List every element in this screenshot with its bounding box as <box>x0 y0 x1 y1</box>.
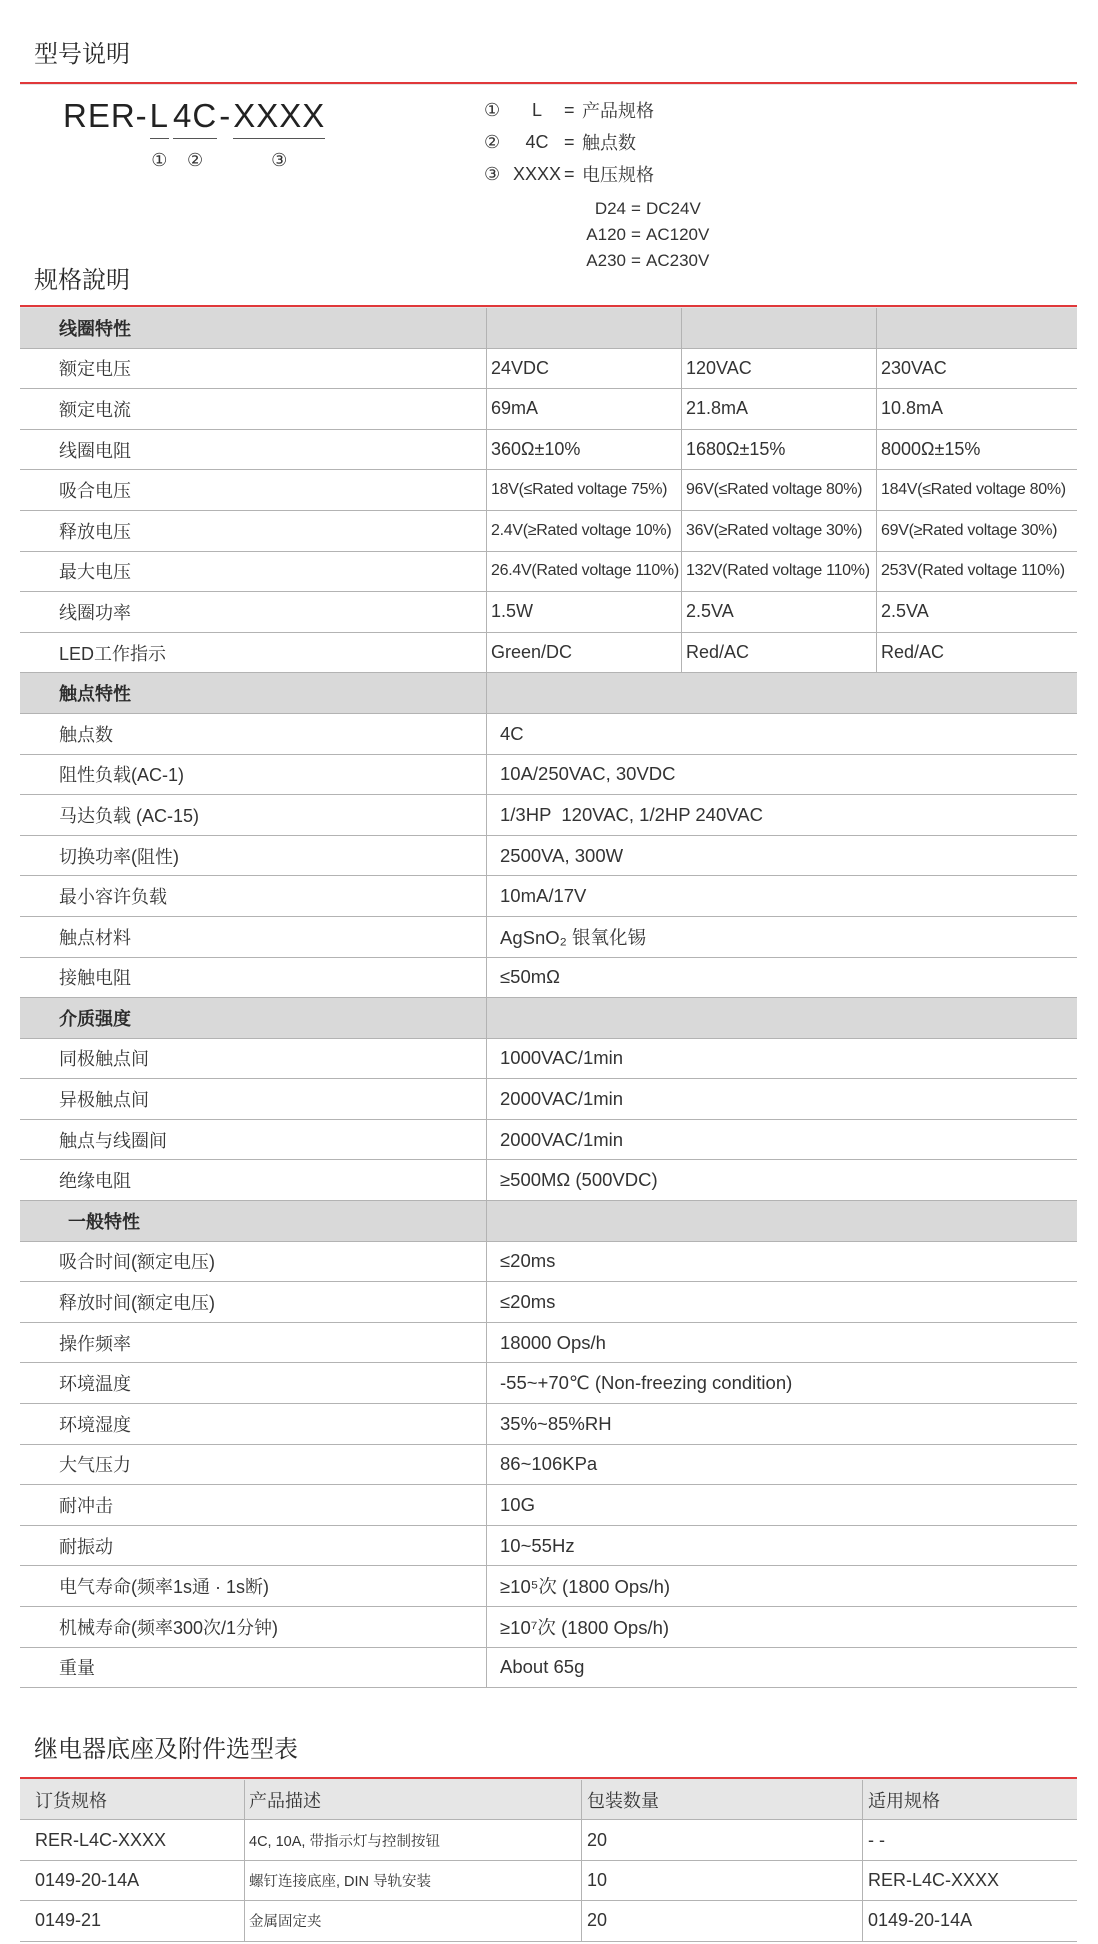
spec-row <box>20 1648 1077 1689</box>
spec-value: Red/AC <box>881 642 945 663</box>
legend-code: L <box>531 99 542 120</box>
spec-value: About 65g <box>500 1656 585 1678</box>
accessory-table-header <box>20 1780 1077 1820</box>
spec-row <box>20 917 1077 958</box>
spec-value: ≤20ms <box>500 1250 556 1272</box>
spec-value: Green/DC <box>487 633 682 673</box>
spec-value: 69V(≥Rated voltage 30%) <box>881 521 1058 539</box>
spec-value: 10.8mA <box>881 398 944 419</box>
spec-label: 线圈功率 <box>20 592 487 632</box>
spec-row <box>20 876 1077 917</box>
spec-group-header-contact <box>20 673 1077 714</box>
spec-label: 额定电流 <box>20 389 487 429</box>
spec-value: 35%~85%RH <box>500 1412 612 1434</box>
spec-label: 环境湿度 <box>20 1404 487 1444</box>
package-qty-cell: 20 <box>582 1820 863 1859</box>
spec-label: 接触电阻 <box>20 958 487 998</box>
accessory-row <box>20 1901 1077 1941</box>
spec-value: ≥10⁷次 (1800 Ops/h) <box>500 1616 670 1638</box>
spec-label: 耐冲击 <box>20 1485 487 1525</box>
voltage-code-row <box>560 196 709 222</box>
model-code-part-text: L <box>150 99 169 139</box>
spec-row <box>20 1566 1077 1607</box>
voltage-code-value: AC230V <box>646 251 710 270</box>
voltage-code: D24 <box>594 199 626 218</box>
spec-row <box>20 470 1077 511</box>
package-qty-cell: 10 <box>582 1861 863 1900</box>
spec-value: 230VAC <box>881 357 947 378</box>
legend-description: 触点数 <box>582 133 636 153</box>
spec-row <box>20 1120 1077 1161</box>
spec-row <box>20 836 1077 877</box>
spec-row <box>20 1445 1077 1486</box>
model-code-marker: ③ <box>271 150 288 170</box>
voltage-code-list <box>560 196 709 274</box>
voltage-code: A230 <box>586 251 626 270</box>
voltage-code-value: DC24V <box>646 199 701 218</box>
section-divider-accessories <box>20 1777 1077 1779</box>
spec-label: 重量 <box>20 1648 487 1688</box>
voltage-code: A120 <box>586 225 626 244</box>
spec-value: 2.5VA <box>881 601 929 622</box>
spec-value: ≥10⁵次 (1800 Ops/h) <box>500 1576 671 1598</box>
spec-value: 1000VAC/1min <box>500 1047 624 1069</box>
legend-equals: = <box>564 131 575 152</box>
column-header-applicable: 适用规格 <box>868 1790 940 1811</box>
model-code-dash: - <box>219 97 232 134</box>
spec-value: ≤20ms <box>500 1291 556 1313</box>
voltage-code-value: AC120V <box>646 225 710 244</box>
spec-value: 4C <box>500 722 524 744</box>
section-title-spec: 规格說明 <box>34 267 130 294</box>
spec-row <box>20 1079 1077 1120</box>
spec-row <box>20 1242 1077 1283</box>
spec-label: 最大电压 <box>20 552 487 592</box>
voltage-code-equals: = <box>631 225 641 244</box>
spec-label: 电气寿命(频率1s通 · 1s断) <box>20 1566 487 1606</box>
model-code-part-text: XXXX <box>233 99 325 139</box>
spec-row <box>20 1526 1077 1567</box>
spec-row <box>20 1282 1077 1323</box>
spec-value: 86~106KPa <box>500 1453 598 1475</box>
legend-number: ① <box>484 99 501 120</box>
voltage-code-row <box>560 222 709 248</box>
spec-value: 360Ω±10% <box>487 430 682 470</box>
spec-label: 吸合时间(额定电压) <box>20 1242 487 1282</box>
spec-label: 释放时间(额定电压) <box>20 1282 487 1322</box>
spec-row <box>20 389 1077 430</box>
spec-value: 253V(Rated voltage 110%) <box>881 562 1065 580</box>
column-header-order-code: 订货规格 <box>20 1780 245 1819</box>
spec-value: 69mA <box>487 389 682 429</box>
spec-group-title: 线圈特性 <box>20 308 487 348</box>
spec-row <box>20 1363 1077 1404</box>
spec-header-cell <box>487 998 1077 1038</box>
spec-group-header-dielectric <box>20 998 1077 1039</box>
spec-label: 同极触点间 <box>20 1039 487 1079</box>
spec-label: 吸合电压 <box>20 470 487 510</box>
legend-equals: = <box>564 99 575 120</box>
applicable-cell: 0149-20-14A <box>868 1910 973 1931</box>
accessory-table <box>20 1780 1077 1942</box>
spec-value: 36V(≥Rated voltage 30%) <box>682 511 877 551</box>
spec-value: 2000VAC/1min <box>500 1128 624 1150</box>
spec-label: 触点数 <box>20 714 487 754</box>
spec-value: ≥500MΩ (500VDC) <box>500 1169 658 1191</box>
section-divider-spec <box>20 305 1077 307</box>
accessory-row <box>20 1861 1077 1901</box>
spec-label: 切换功率(阻性) <box>20 836 487 876</box>
spec-row <box>20 795 1077 836</box>
spec-value: 26.4V(Rated voltage 110%) <box>487 552 682 592</box>
legend-description: 电压规格 <box>582 165 654 185</box>
spec-label: 绝缘电阻 <box>20 1160 487 1200</box>
spec-label: 马达负载 (AC-15) <box>20 795 487 835</box>
spec-label: 机械寿命(频率300次/1分钟) <box>20 1607 487 1647</box>
model-code-part-size <box>149 97 170 170</box>
model-code-marker: ① <box>151 150 168 170</box>
spec-value: 18000 Ops/h <box>500 1331 606 1353</box>
spec-row <box>20 755 1077 796</box>
spec-row <box>20 430 1077 471</box>
spec-value: AgSnO₂ 银氧化锡 <box>500 926 646 948</box>
package-qty-cell: 20 <box>582 1901 863 1940</box>
spec-label: 线圈电阻 <box>20 430 487 470</box>
legend-description: 产品规格 <box>582 101 654 121</box>
section-divider-model <box>20 82 1077 84</box>
applicable-cell: RER-L4C-XXXX <box>868 1869 1000 1890</box>
spec-value: 10mA/17V <box>500 885 587 907</box>
spec-row <box>20 1160 1077 1201</box>
spec-value: 184V(≤Rated voltage 80%) <box>881 481 1066 499</box>
spec-label: 额定电压 <box>20 349 487 389</box>
spec-header-cell <box>877 308 1077 348</box>
spec-label: 最小容许负载 <box>20 876 487 916</box>
description-cell: 金属固定夹 <box>245 1901 582 1940</box>
spec-value: -55~+70℃ (Non-freezing condition) <box>500 1372 793 1394</box>
spec-value: 1.5W <box>487 592 682 632</box>
model-code-prefix: RER- <box>63 97 148 134</box>
accessory-row <box>20 1820 1077 1860</box>
spec-label: 异极触点间 <box>20 1079 487 1119</box>
description-cell: 4C, 10A, 带指示灯与控制按钮 <box>245 1820 582 1859</box>
spec-row <box>20 633 1077 674</box>
legend-equals: = <box>564 163 575 184</box>
spec-value: 2000VAC/1min <box>500 1088 624 1110</box>
legend-code: 4C <box>525 131 549 152</box>
legend-row <box>484 126 654 158</box>
spec-value: 24VDC <box>487 349 682 389</box>
spec-value: 2.4V(≥Rated voltage 10%) <box>487 511 682 551</box>
spec-row <box>20 1485 1077 1526</box>
spec-label: 耐振动 <box>20 1526 487 1566</box>
model-code <box>63 97 327 170</box>
voltage-code-row <box>560 248 709 274</box>
spec-row <box>20 1404 1077 1445</box>
model-code-marker: ② <box>187 150 204 170</box>
model-code-part-text: 4C <box>173 99 217 139</box>
legend-row <box>484 158 654 190</box>
spec-table <box>20 308 1077 1688</box>
spec-label: 触点材料 <box>20 917 487 957</box>
legend-code: XXXX <box>512 163 562 184</box>
spec-label: LED工作指示 <box>20 633 487 673</box>
spec-value: 10G <box>500 1494 535 1516</box>
section-title-accessories: 继电器底座及附件选型表 <box>34 1736 298 1763</box>
model-legend <box>484 94 654 190</box>
model-code-part-voltage <box>233 97 326 170</box>
spec-value: 96V(≤Rated voltage 80%) <box>682 470 877 510</box>
spec-row <box>20 592 1077 633</box>
spec-value: 18V(≤Rated voltage 75%) <box>487 470 682 510</box>
spec-header-cell <box>487 1201 1077 1241</box>
spec-group-title: 介质强度 <box>20 998 487 1038</box>
spec-row <box>20 714 1077 755</box>
column-header-description: 产品描述 <box>245 1780 582 1819</box>
spec-row <box>20 958 1077 999</box>
spec-value: 8000Ω±15% <box>881 439 981 460</box>
spec-label: 环境温度 <box>20 1363 487 1403</box>
legend-row <box>484 94 654 126</box>
order-code-cell: RER-L4C-XXXX <box>20 1820 245 1859</box>
voltage-code-equals: = <box>631 251 641 270</box>
spec-label: 大气压力 <box>20 1445 487 1485</box>
spec-value: 10~55Hz <box>500 1534 575 1556</box>
spec-value: 10A/250VAC, 30VDC <box>500 763 676 785</box>
spec-label: 阻性负载(AC-1) <box>20 755 487 795</box>
spec-row <box>20 1039 1077 1080</box>
description-cell: 螺钉连接底座, DIN 导轨安装 <box>245 1861 582 1900</box>
order-code-cell: 0149-21 <box>20 1901 245 1940</box>
section-title-model: 型号说明 <box>34 41 130 68</box>
spec-label: 释放电压 <box>20 511 487 551</box>
spec-header-cell <box>682 308 877 348</box>
model-code-part-contacts <box>173 97 218 170</box>
applicable-cell: - - <box>868 1829 885 1850</box>
spec-row <box>20 511 1077 552</box>
spec-value: 2500VA, 300W <box>500 844 624 866</box>
spec-value: 120VAC <box>682 349 877 389</box>
spec-value: 1680Ω±15% <box>682 430 877 470</box>
spec-row <box>20 1323 1077 1364</box>
spec-value: 132V(Rated voltage 110%) <box>682 552 877 592</box>
spec-group-title: 触点特性 <box>20 673 487 713</box>
spec-value: 2.5VA <box>682 592 877 632</box>
order-code-cell: 0149-20-14A <box>20 1861 245 1900</box>
spec-row <box>20 552 1077 593</box>
column-header-package-qty: 包装数量 <box>582 1780 863 1819</box>
spec-value: 1/3HP 120VAC, 1/2HP 240VAC <box>500 803 763 825</box>
spec-value: ≤50mΩ <box>500 966 560 988</box>
spec-group-header-coil <box>20 308 1077 349</box>
spec-group-header-general <box>20 1201 1077 1242</box>
legend-number: ③ <box>484 163 501 184</box>
spec-row <box>20 349 1077 390</box>
spec-header-cell <box>487 673 1077 713</box>
spec-label: 操作频率 <box>20 1323 487 1363</box>
spec-value: Red/AC <box>682 633 877 673</box>
spec-group-title: 一般特性 <box>20 1201 487 1241</box>
spec-label: 触点与线圈间 <box>20 1120 487 1160</box>
spec-header-cell <box>487 308 682 348</box>
spec-value: 21.8mA <box>682 389 877 429</box>
spec-row <box>20 1607 1077 1648</box>
legend-number: ② <box>484 131 501 152</box>
voltage-code-equals: = <box>631 199 641 218</box>
